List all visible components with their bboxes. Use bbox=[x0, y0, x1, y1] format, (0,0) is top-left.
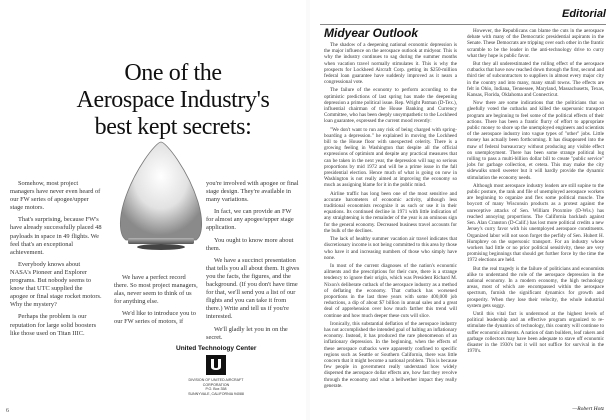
editorial-paragraph: Airline traffic has long been one of the most sensitive and accurate barometers of economic activity, although less traditional economists recognize it as such or use it in their equations. Its continued decline in 1971 with little indication of any straightening is the remainder of the year is an ominous sign for the general economy. Decreased business travel accounts for the bulk of the declines. bbox=[324, 190, 457, 234]
editorial-paragraph: In most of the current diagnoses of the nation's economic ailments and the prescriptions for their cure, there is a strange tendency to ignore their origin, which was President Richard M. Nixon's deliberate cutback of the aerospace industry as a method of deflating the economy. That cutback has worsened proportions in the last three years with some 400,000 job reductions, a dip of about $7 billion in annual sales and a great deal of apprehension over how much farther this trend will continue and how much deeper these cuts will slice. bbox=[324, 262, 457, 319]
ad-paragraph: You ought to know more about them. bbox=[206, 236, 294, 252]
editorial-paragraph: Ironically, this substantial deflation of the aerospace industry has not accomplished the intended goal of halting an inflationary economy. Instead, it has produced the rare phenomenon of an inflationary depression. In the beginning, when the effects of these aerospace cutbacks were apparently confined to specific regions such as Seattle or Southern California, there was little concern that it might become a national problem. This is because few people in government really understand how widely dispersed the aerospace dollar effects are, how fast they revolve through the economy and what a bellwether impact they really generate. bbox=[324, 320, 457, 389]
editorial-paragraph: Now there are some indications that the politicians that so gleefully voted the cutbacks and killed the supersonic transport program are beginning to feel some of the political effects of their actions. There has been a frantic flurry of effort to appropriate public money to shore up the unemployed engineers and scientists of the aerospace industry into vague types of "other" jobs. Little money has actually been forthcoming. It has disappeared into the maw of federal bureaucracy without producing any visible effect on unemployment. There has been some strange political log rolling to pass a multi-billion dollar bill to create "public service" jobs for garbage collection, et cetera. This may make the city sidewalks smell sweeter but it will hardly provide the dynamic stimulation the economy needs. bbox=[467, 100, 604, 181]
editorial-column-2 bbox=[467, 28, 604, 356]
editorial-column-1 bbox=[324, 42, 457, 391]
article-title: Midyear Outlook bbox=[324, 26, 419, 40]
ad-column-2 bbox=[114, 274, 198, 331]
advertisement-page bbox=[0, 0, 306, 420]
editorial-paragraph: But the real tragedy is the failure of politicians and economists alike to understand the role of the aerospace depression in the national economy. In a modern economy, the high technology areas, most of which are encompassed within the aerospace spectrum, furnish the significant dynamics for growth and prosperity. When they lose their velocity, the whole industrial system gets soggy. bbox=[467, 265, 604, 309]
editorial-paragraph: But they all underestimated the rolling effect of the aerospace cutbacks that have now reached down through the first, second and third tier of subcontractors to suppliers in almost every major city in the country and into many, many small towns. The effects are felt in Ohio, Indiana, Tennessee, Maryland, Massachusetts, Texas, Kansas, Florida, Oklahoma and Connecticut. bbox=[467, 61, 604, 99]
company-name: United Technology Center bbox=[176, 345, 257, 352]
editorial-paragraph: Although most aerospace industry leaders are still supine to the public posture, the rank and file of unemployed aerospace workers are beginning to organize and flex some political muscle. The boycott of many Wisconsin products as a protest against the unreceptive attacks of Sen. William Proxmire (D-Wis.) has reached annoying proportions. The California backlash against Sen. Alan Cranston (D-Calif.) has lost more political credits a new Jersey's curry favor with his unemployed aerospace constituents. Organized labor will not soon forget the perfidy of Sen. Hubert H. Humphrey on the supersonic transport. For an industry whose workers had little or no prior political sensitivity, these are very promising beginnings that should get further force by the time the 1972 elections are held. bbox=[467, 182, 604, 264]
editorial-paragraph: The failure of the economy to perform according to the optimistic predictions of last spring has made the deepening depression a prime political issue. Rep. Wright Patman (D-Tex.), influential chairman of the House Banking and Currency Committee, who has been deeply unsympathetic to the Lockheed loan guarantee, expressed the current mood recently: bbox=[324, 87, 457, 125]
editorial-paragraph: The shadow of a deepening national economic depression is the major influence on the aerospace outlook at midyear. This is why the industry continues to sag during the summer months when vacation travel normally stimulates it. This is why the prospects for Lockheed Aircraft Corp. getting its $250-million federal loan guarantee have suddenly improved as it nears a congressional vote. bbox=[324, 42, 457, 86]
ad-headline bbox=[48, 60, 298, 141]
section-label: Editorial bbox=[561, 8, 606, 20]
ad-column-1 bbox=[10, 180, 102, 342]
ad-paragraph: Perhaps the problem is our reputation for large solid boosters like those used on Titan IIIC. bbox=[10, 313, 97, 337]
ad-paragraph: In fact, we can provide an FW for almost any apogee/upper stage application. bbox=[206, 208, 294, 232]
editorial-paragraph: Until this vital fact is understood at the highest levels of political leadership and an effective program organized to re-stimulate the dynamics of technology, this country will continue to suffer economic ailments. A nation of dam builders, leaf rakers and garbage collectors may have been adequate to stave off economic disaster in the 1930's but it will not suffice for survival in the 1970's. bbox=[467, 310, 604, 355]
ad-paragraph: We have a perfect record there. So most project managers, alas, never seem to think of us for anything else. bbox=[114, 274, 198, 306]
ad-headline-line: best kept secrets: bbox=[94, 114, 252, 140]
ad-paragraph: We'll gladly let you in on the secret. bbox=[206, 325, 288, 341]
ad-headline-line: Aerospace Industry's bbox=[76, 87, 270, 113]
ad-paragraph: Somehow, most project managers have never even heard of our FW series of apogee/upper stage motors. bbox=[10, 180, 101, 212]
ad-headline-line: One of the bbox=[124, 60, 222, 86]
page-number: 6 bbox=[6, 408, 9, 414]
editorial-paragraph: "We don't want to run any risk of being charged with spring-boarding a depression." he explained in moving the Lockheed bill to the House floor with unexpected celerity. There is a growing feeling in Washington that despite all the official expressions of optimism and despite any practical measures that can be taken in the next year, the depression will nag so serious proportions by mid 1972 and will be a prime issue in the fall presidential election. Hence much of what is going on now in Washington is not really aimed at improving the economy so much as assigning blame for it in the public mind. bbox=[324, 126, 457, 189]
company-logo-block bbox=[176, 345, 256, 396]
ad-paragraph: We have a succinct presentation that tells you all about them. It gives you the facts, the figures, and the background. (If you don't have time for that, we'll send you a list of our flights and you can take it from there.) Write and tell us if you're interested. bbox=[206, 256, 300, 321]
header-rule bbox=[320, 24, 606, 25]
ad-paragraph: We'd like to introduce you to our FW series of motors, if bbox=[114, 310, 196, 326]
company-address: P.O. Box 358 bbox=[205, 387, 227, 391]
editorial-page bbox=[310, 0, 616, 420]
ad-paragraph: Everybody knows about NASA's Pioneer and Explorer programs. But nobody seems to know that UTC supplied the apogee or final stage rocket motors. Why the mystery? bbox=[10, 260, 102, 309]
company-city: SUNNYVALE, CALIFORNIA 94088 bbox=[188, 391, 244, 396]
company-division: DIVISION OF UNITED AIRCRAFT CORPORATION bbox=[188, 378, 244, 387]
utc-logo-icon bbox=[205, 354, 227, 376]
editorial-paragraph: The lack of healthy summer vacation air travel indicates that discretionary income is not being committed to this area by those who have it and increasing numbers of those who simply have none. bbox=[324, 236, 457, 261]
ad-paragraph: That's surprising, because FW's have already successfully placed 48 payloads in space in 49 flights. We feel that's an exceptional achievement. bbox=[10, 216, 102, 256]
author-byline: —Robert Hotz bbox=[572, 406, 604, 412]
ad-paragraph: you're involved with apogee or final stage design. They're available in many variations. bbox=[206, 180, 299, 204]
rocket-motor-image bbox=[106, 140, 216, 252]
ad-column-3 bbox=[206, 180, 300, 346]
editorial-paragraph: However, the Republicans can blame the cuts in the aerospace debate with many of the Democratic presidential aspirants in the Senate. These Democrats are tripping over each other in the frantic scramble to be the leader in the anti-technology drive to curry what they hope is public favor. bbox=[467, 28, 604, 59]
